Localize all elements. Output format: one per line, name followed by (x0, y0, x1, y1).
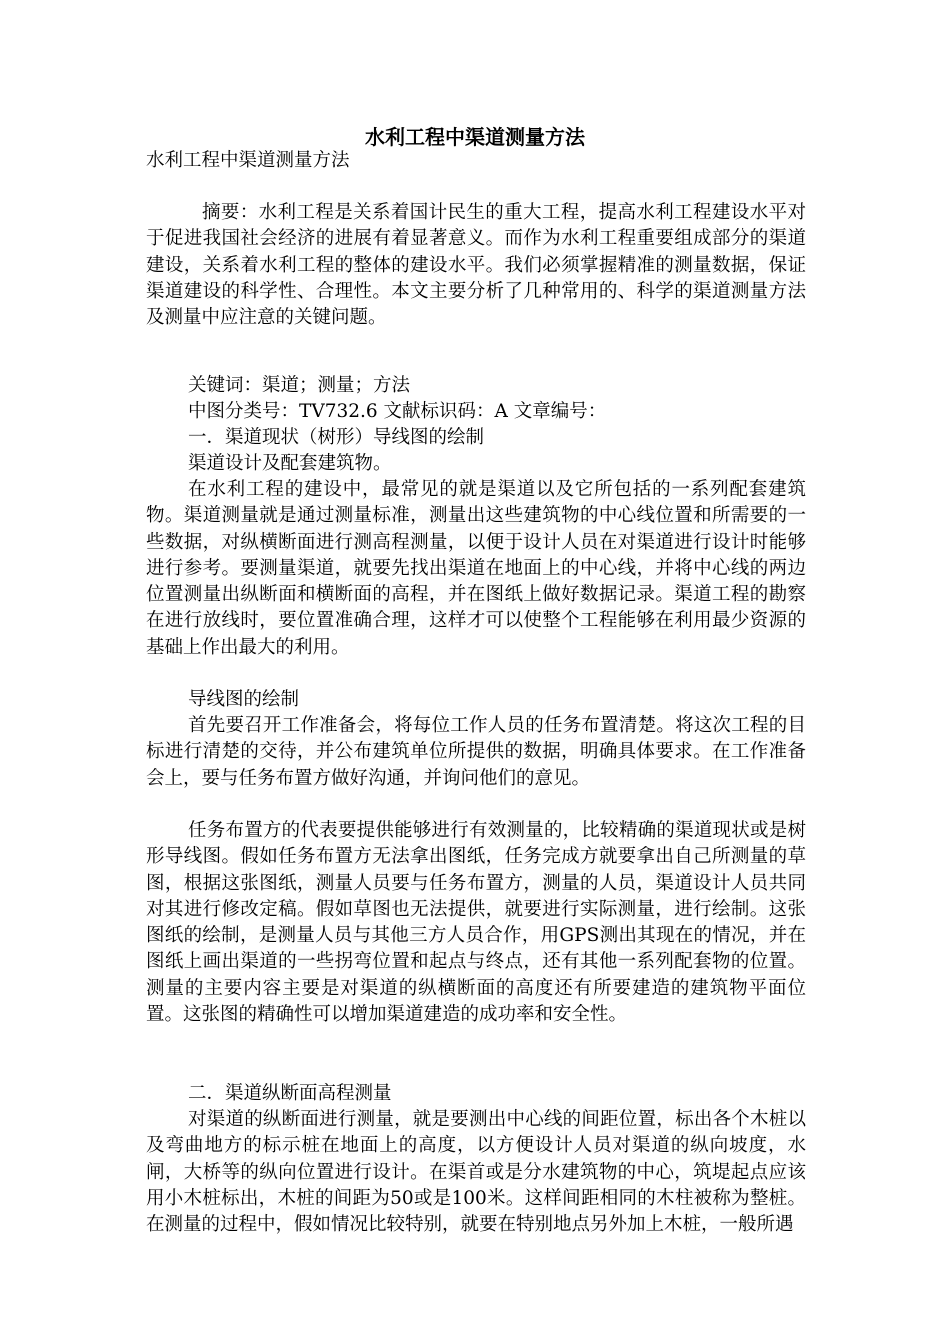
section-heading-2: 二．渠道纵断面高程测量 (188, 1083, 392, 1104)
keywords-line: 关键词：渠道；测量；方法 (188, 375, 411, 396)
body-paragraph-3: 任务布置方的代表要提供能够进行有效测量的，比较精确的渠道现状或是树形导线图。假如任务布置方无法拿出图纸，任务完成方就要拿出自己所测量的草图，根据这张图纸，测量人员要与任务布置方，测量的人员，渠道设计人员共同对其进行修改定稿。假如草图也无法提供，就要进行实际测量，进行绘制。这张图纸的绘制，是测量人员与其他三方人员合作，用GPS测出其现在的情况，并在图纸上画出渠道的一些拐弯位置和起点与终点，还有其他一系列配套物的位置。测量的主要内容主要是对渠道的纵横断面的高度还有所要建造的建筑物平面位置。这张图的精确性可以增加渠道建造的成功率和安全性。 (146, 820, 806, 1026)
classification-line: 中图分类号：TV732.6 文献标识码：A 文章编号： (188, 401, 607, 422)
body-paragraph-1: 在水利工程的建设中，最常见的就是渠道以及它所包括的一系列配套建筑物。渠道测量就是通过测量标准，测量出这些建筑物的中心线位置和所需要的一些数据，对纵横断面进行测高程测量，以便于设计人员在对渠道进行设计时能够进行参考。要测量渠道，就要先找出渠道在地面上的中心线，并将中心线的两边位置测量出纵断面和横断面的高程，并在图纸上做好数据记录。渠道工程的勘察在进行放线时，要位置准确合理，这样才可以使整个工程能够在利用最少资源的基础上作出最大的利用。 (146, 479, 806, 658)
subsection-heading-drawing: 导线图的绘制 (188, 689, 300, 710)
body-paragraph-2: 首先要召开工作准备会，将每位工作人员的任务布置清楚。将这次工程的目标进行清楚的交待，并公布建筑单位所提供的数据，明确具体要求。在工作准备会上，要与任务布置方做好沟通，并询问他们的意见。 (146, 715, 806, 789)
subsection-heading-design: 渠道设计及配套建筑物。 (188, 453, 392, 474)
body-paragraph-4: 对渠道的纵断面进行测量，就是要测出中心线的间距位置，标出各个木桩以及弯曲地方的标示桩在地面上的高度，以方便设计人员对渠道的纵向坡度，水闸，大桥等的纵向位置进行设计。在渠首或是分水建筑物的中心，筑堤起点应该用小木桩标出，木桩的间距为50或是100米。这样间距相同的木柱被称为整桩。在测量的过程中，假如情况比较特别，就要在特别地点另外加上木桩，一般所遇 (146, 1109, 806, 1236)
document-title: 水利工程中渠道测量方法 (365, 125, 585, 149)
document-subtitle: 水利工程中渠道测量方法 (146, 150, 350, 171)
abstract-paragraph: 摘要：水利工程是关系着国计民生的重大工程，提高水利工程建设水平对于促进我国社会经济的进展有着显著意义。而作为水利工程重要组成部分的渠道建设，关系着水利工程的整体的建设水平。我们必须掌握精准的测量数据，保证渠道建设的科学性、合理性。本文主要分析了几种常用的、科学的渠道测量方法及测量中应注意的关键问题。 (146, 202, 806, 329)
section-heading-1: 一．渠道现状（树形）导线图的绘制 (188, 427, 485, 448)
